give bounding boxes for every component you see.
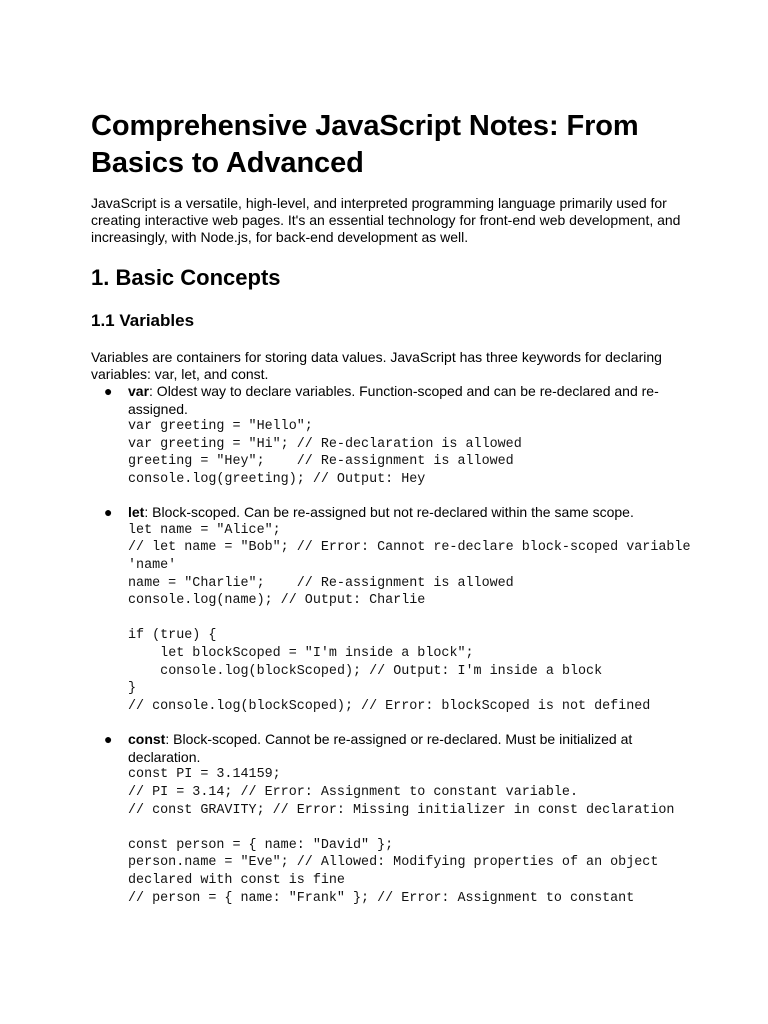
list-item-heading xyxy=(128,731,691,766)
intro-paragraph: JavaScript is a versatile, high-level, and interpreted programming language primarily used for creating interactive web pages. It's an essential technology for front-end web development, and increasingly, with Node.js, for back-end development as well. xyxy=(91,195,681,245)
bullet-icon: ● xyxy=(104,504,113,521)
keyword-const: const xyxy=(128,731,166,748)
variables-list xyxy=(91,383,691,907)
list-item-description: : Block-scoped. Can be re-assigned but not re-declared within the same scope. xyxy=(144,504,634,521)
code-block-const: const PI = 3.14159; // PI = 3.14; // Error: Assignment to constant variable. // const GRAVITY; // Error: Missing initializer in const declaration const person = { name: "David" }; person.name = "Eve"; // Allowed: Modifying properties of an object declared with const is fine // person = { name: "Frank" }; // Error: Assignment to constant xyxy=(128,767,675,906)
keyword-var: var xyxy=(128,383,150,399)
list-item-var xyxy=(91,383,691,488)
document-title: Comprehensive JavaScript Notes: From Basics to Advanced xyxy=(91,110,639,179)
code-block-let: let name = "Alice"; // let name = "Bob"; // Error: Cannot re-declare block-scoped variable 'name' name = "Charlie"; // Re-assignment is allowed console.log(name); // Output: Charlie if (true) { let blockScoped = "I'm inside a block"; console.log(blockScoped); // Output: I'm inside a block } // console.log(blockScoped); // Error: blockScoped is not defined xyxy=(128,522,691,714)
list-item-heading xyxy=(128,383,691,418)
document-page xyxy=(91,108,691,907)
code-block-var: var greeting = "Hello"; var greeting = "Hi"; // Re-declaration is allowed greeting = "Hey"; // Re-assignment is allowed console.log(greeting); // Output: Hey xyxy=(128,419,522,487)
list-item-description: : Block-scoped. Cannot be re-assigned or re-declared. Must be initialized at declaration. xyxy=(128,731,633,765)
keyword-let: let xyxy=(128,504,145,521)
list-item-description: : Oldest way to declare variables. Function-scoped and can be re-declared and re-assigned. xyxy=(128,383,659,417)
section-heading-basic-concepts: 1. Basic Concepts xyxy=(91,265,281,290)
bullet-icon: ● xyxy=(104,383,113,399)
subsection-heading-variables: 1.1 Variables xyxy=(91,311,195,330)
bullet-icon: ● xyxy=(104,731,113,748)
list-item-const xyxy=(91,731,691,907)
list-item-let xyxy=(91,504,691,715)
list-item-heading xyxy=(128,504,691,522)
variables-intro-paragraph: Variables are containers for storing data values. JavaScript has three keywords for declaring variables: var, let, and const. xyxy=(91,349,662,382)
